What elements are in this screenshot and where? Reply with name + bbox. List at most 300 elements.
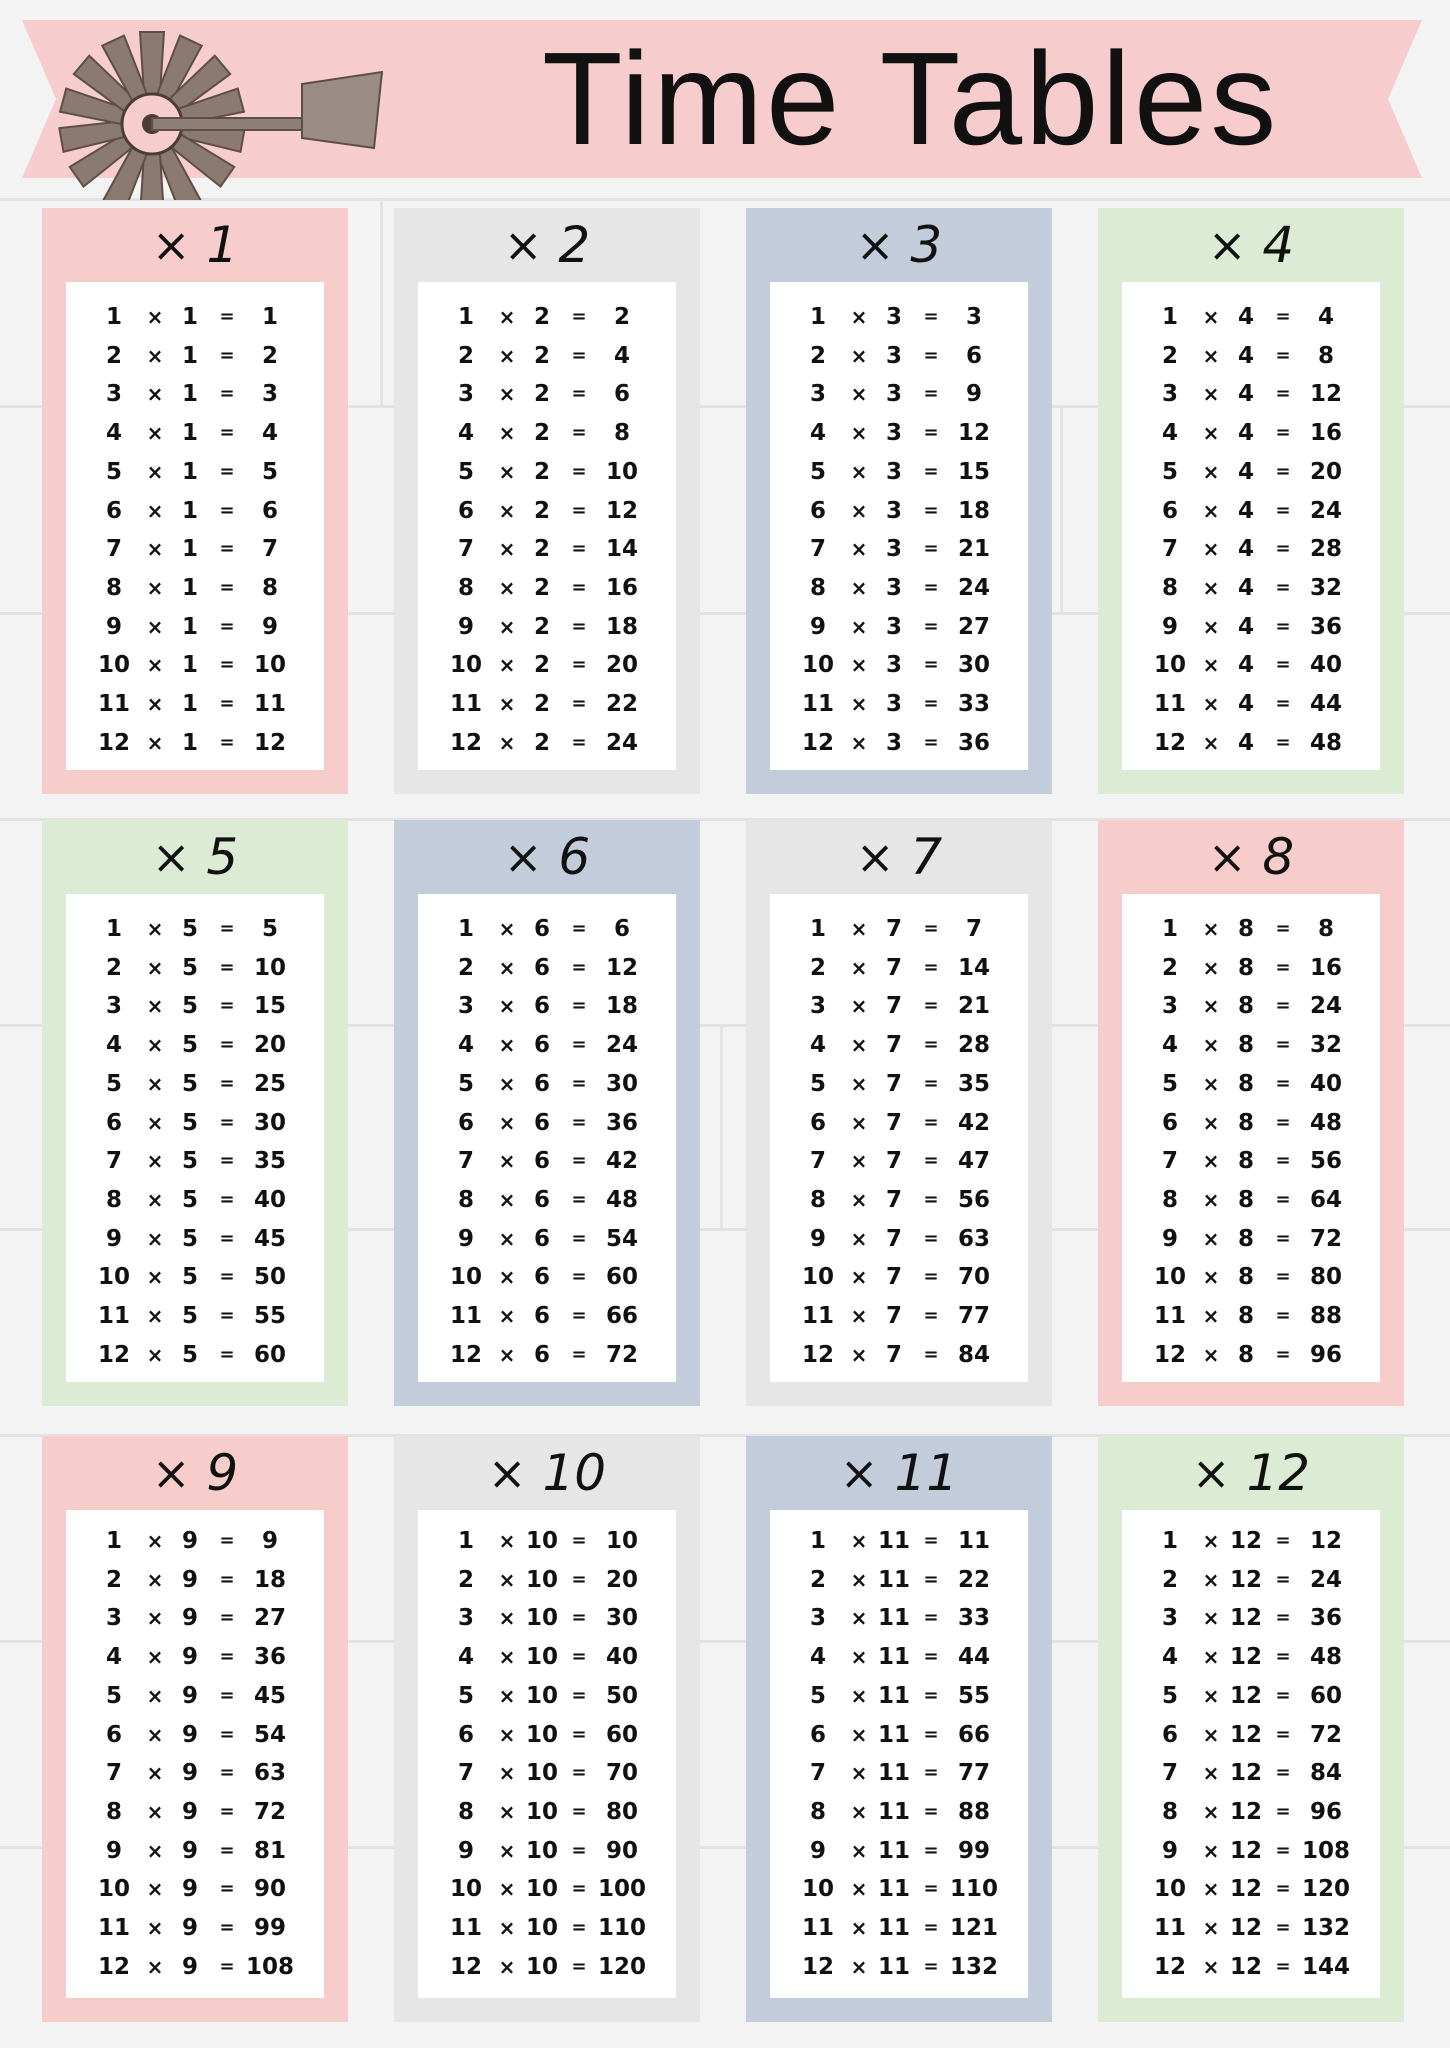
equals-symbol: = [571, 460, 587, 482]
equation-row [66, 414, 324, 452]
multiplicand: 3 [885, 691, 902, 717]
product: 21 [957, 993, 990, 1020]
equals-symbol: = [1275, 1646, 1291, 1668]
equation-row [66, 1142, 324, 1180]
multiplier: 3 [809, 381, 826, 408]
equation-row [66, 569, 324, 607]
times-symbol: × [151, 1446, 191, 1500]
multiplier: 11 [97, 1303, 130, 1329]
equals-symbol: = [219, 1955, 235, 1977]
equals-symbol: = [1275, 422, 1291, 444]
multiplicand: 7 [885, 1225, 902, 1252]
card-header [1098, 208, 1404, 282]
multiplier: 9 [1161, 1225, 1178, 1252]
multiplicand: 1 [181, 536, 198, 563]
multiplier: 5 [809, 458, 826, 485]
times-symbol: × [498, 1226, 516, 1251]
table-number: 11 [894, 1444, 959, 1502]
product: 80 [1309, 1264, 1342, 1291]
multiplicand: 2 [533, 613, 550, 640]
times-table-card-4 [1098, 208, 1404, 794]
equals-symbol: = [571, 1800, 587, 1822]
equation-row [418, 1948, 676, 1986]
equation-row [1122, 1599, 1380, 1637]
product: 24 [1309, 497, 1342, 524]
multiplicand: 7 [885, 1109, 902, 1136]
times-table-card-9 [42, 1436, 348, 2022]
product: 1 [261, 304, 278, 330]
multiplier: 9 [105, 613, 122, 640]
product: 3 [261, 381, 278, 408]
multiplicand: 3 [885, 652, 902, 679]
times-symbol: × [850, 1529, 868, 1553]
product: 40 [605, 1644, 638, 1671]
equation-row [1122, 1832, 1380, 1870]
product: 6 [613, 916, 630, 942]
equals-symbol: = [571, 1530, 587, 1551]
multiplier: 12 [449, 729, 482, 756]
times-symbol: × [850, 1916, 868, 1940]
product: 48 [1309, 1644, 1342, 1671]
times-symbol: × [487, 1446, 527, 1500]
equals-symbol: = [219, 499, 235, 521]
product: 54 [253, 1721, 286, 1748]
multiplicand: 8 [1237, 1264, 1254, 1291]
multiplier: 1 [105, 304, 122, 330]
multiplier: 6 [457, 1109, 474, 1136]
equation-row [1122, 1336, 1380, 1374]
equation-row [66, 1258, 324, 1296]
equation-row [770, 1026, 1028, 1064]
multiplier: 8 [1161, 1186, 1178, 1213]
product: 7 [261, 536, 278, 563]
times-symbol: × [146, 421, 164, 446]
equals-symbol: = [219, 344, 235, 366]
table-number: 1 [206, 216, 239, 274]
product: 20 [605, 652, 638, 679]
multiplier: 5 [105, 458, 122, 485]
equation-row [66, 724, 324, 762]
multiplier: 9 [105, 1837, 122, 1864]
multiplicand: 8 [1237, 993, 1254, 1020]
times-symbol: × [1202, 575, 1220, 600]
equation-row [1122, 1909, 1380, 1947]
equation-row [770, 337, 1028, 375]
product: 60 [1309, 1682, 1342, 1709]
equation-row [1122, 1220, 1380, 1258]
equals-symbol: = [219, 1800, 235, 1822]
product: 100 [597, 1876, 646, 1903]
product: 72 [605, 1341, 638, 1368]
equals-symbol: = [571, 422, 587, 444]
product: 108 [1301, 1837, 1350, 1864]
equation-row [66, 1561, 324, 1599]
product: 2 [261, 342, 278, 369]
multiplicand: 8 [1237, 1070, 1254, 1097]
equals-symbol: = [219, 1111, 235, 1133]
multiplier: 1 [457, 1528, 474, 1554]
equals-symbol: = [219, 1266, 235, 1288]
equation-row [770, 1716, 1028, 1754]
multiplicand: 2 [533, 652, 550, 679]
product: 33 [957, 691, 990, 717]
product: 120 [597, 1953, 646, 1980]
table-number: 12 [1246, 1444, 1311, 1502]
equals-symbol: = [1275, 1305, 1291, 1326]
multiplier: 8 [809, 1798, 826, 1825]
multiplier: 6 [105, 1109, 122, 1136]
product: 11 [957, 1528, 990, 1554]
product: 24 [605, 729, 638, 756]
equals-symbol: = [923, 1878, 939, 1900]
times-table-card-5 [42, 820, 348, 1406]
equation-row [418, 1870, 676, 1908]
product: 8 [1317, 916, 1334, 942]
equation-row [418, 1336, 676, 1374]
multiplier: 9 [809, 1225, 826, 1252]
multiplicand: 6 [533, 1303, 550, 1329]
multiplicand: 10 [525, 1566, 558, 1593]
multiplicand: 10 [525, 1837, 558, 1864]
multiplier: 5 [1161, 1070, 1178, 1097]
product: 30 [605, 1070, 638, 1097]
product: 66 [605, 1303, 638, 1329]
multiplicand: 6 [533, 1070, 550, 1097]
multiplicand: 4 [1237, 536, 1254, 563]
times-symbol: × [850, 1226, 868, 1251]
equation-row [418, 1561, 676, 1599]
equation-row [418, 1599, 676, 1637]
table-number: 10 [542, 1444, 607, 1502]
equation-row [418, 1677, 676, 1715]
times-symbol: × [850, 1110, 868, 1135]
multiplicand: 3 [885, 613, 902, 640]
equation-row [418, 949, 676, 987]
equation-row [418, 1026, 676, 1064]
times-symbol: × [146, 994, 164, 1019]
product: 88 [1309, 1303, 1342, 1329]
multiplicand: 3 [885, 729, 902, 756]
times-symbol: × [850, 498, 868, 523]
equals-symbol: = [571, 538, 587, 560]
multiplier: 12 [801, 1341, 834, 1368]
equation-row [1122, 1870, 1380, 1908]
times-symbol: × [850, 1265, 868, 1290]
times-symbol: × [1202, 421, 1220, 446]
product: 24 [605, 1032, 638, 1059]
product: 32 [1309, 574, 1342, 601]
times-symbol: × [1191, 1446, 1231, 1500]
equation-row [770, 453, 1028, 491]
equation-row [1122, 1793, 1380, 1831]
equation-row [1122, 949, 1380, 987]
product: 47 [957, 1148, 990, 1175]
times-symbol: × [498, 653, 516, 678]
multiplier: 3 [105, 993, 122, 1020]
equals-symbol: = [1275, 383, 1291, 405]
card-body [66, 1510, 324, 1998]
times-symbol: × [850, 692, 868, 716]
times-symbol: × [1202, 1265, 1220, 1290]
equals-symbol: = [1275, 1188, 1291, 1210]
times-symbol: × [146, 1304, 164, 1328]
product: 18 [605, 993, 638, 1020]
equals-symbol: = [571, 1917, 587, 1938]
multiplicand: 5 [181, 1070, 198, 1097]
equation-row [66, 987, 324, 1025]
equals-symbol: = [571, 956, 587, 978]
multiplicand: 5 [181, 1225, 198, 1252]
multiplicand: 1 [181, 574, 198, 601]
equals-symbol: = [1275, 1111, 1291, 1133]
equation-row [770, 1336, 1028, 1374]
equals-symbol: = [1275, 499, 1291, 521]
multiplier: 6 [457, 1721, 474, 1748]
multiplier: 10 [1153, 1264, 1186, 1291]
times-symbol: × [146, 1954, 164, 1979]
multiplier: 7 [809, 536, 826, 563]
equation-row [770, 1909, 1028, 1947]
product: 110 [949, 1876, 998, 1903]
multiplier: 11 [1153, 1915, 1186, 1941]
product: 54 [605, 1225, 638, 1252]
equation-row [770, 724, 1028, 762]
multiplicand: 12 [1229, 1682, 1262, 1709]
product: 4 [1317, 304, 1334, 330]
equation-row [1122, 453, 1380, 491]
equation-row [1122, 492, 1380, 530]
multiplicand: 7 [885, 1032, 902, 1059]
product: 40 [1309, 652, 1342, 679]
equation-row [770, 1677, 1028, 1715]
multiplier: 7 [105, 1148, 122, 1175]
equation-row [418, 1065, 676, 1103]
multiplicand: 3 [885, 497, 902, 524]
product: 12 [605, 497, 638, 524]
multiplier: 8 [105, 574, 122, 601]
multiplicand: 4 [1237, 497, 1254, 524]
equals-symbol: = [219, 1917, 235, 1938]
multiplier: 1 [105, 1528, 122, 1554]
times-symbol: × [1202, 459, 1220, 484]
multiplicand: 6 [533, 916, 550, 942]
multiplier: 10 [449, 652, 482, 679]
times-symbol: × [850, 305, 868, 329]
product: 9 [965, 381, 982, 408]
product: 90 [253, 1876, 286, 1903]
product: 84 [1309, 1760, 1342, 1787]
equals-symbol: = [923, 654, 939, 676]
equals-symbol: = [1275, 1530, 1291, 1551]
equation-row [418, 1258, 676, 1296]
product: 20 [1309, 458, 1342, 485]
equals-symbol: = [219, 1684, 235, 1706]
multiplicand: 5 [181, 1109, 198, 1136]
equation-row [66, 1793, 324, 1831]
multiplier: 1 [105, 916, 122, 942]
equals-symbol: = [219, 1878, 235, 1900]
equals-symbol: = [571, 1878, 587, 1900]
equation-row [770, 1522, 1028, 1560]
product: 48 [1309, 1109, 1342, 1136]
multiplier: 10 [801, 652, 834, 679]
equation-row [418, 685, 676, 723]
card-header [746, 820, 1052, 894]
multiplier: 5 [457, 458, 474, 485]
equals-symbol: = [923, 1646, 939, 1668]
multiplier: 2 [457, 342, 474, 369]
equals-symbol: = [571, 654, 587, 676]
multiplier: 10 [449, 1264, 482, 1291]
multiplier: 2 [809, 1566, 826, 1593]
equation-row [1122, 1142, 1380, 1180]
times-symbol: × [146, 575, 164, 600]
times-symbol: × [850, 1033, 868, 1058]
multiplicand: 8 [1237, 1032, 1254, 1059]
multiplier: 12 [97, 1341, 130, 1368]
times-symbol: × [498, 730, 516, 755]
times-symbol: × [498, 343, 516, 368]
multiplier: 8 [809, 574, 826, 601]
times-symbol: × [850, 1567, 868, 1592]
product: 20 [253, 1032, 286, 1059]
multiplicand: 12 [1229, 1605, 1262, 1632]
equals-symbol: = [571, 1568, 587, 1590]
product: 9 [261, 613, 278, 640]
times-symbol: × [855, 830, 895, 884]
times-table-card-10 [394, 1436, 700, 2022]
times-symbol: × [850, 1187, 868, 1212]
times-symbol: × [850, 1722, 868, 1747]
equals-symbol: = [1275, 731, 1291, 753]
multiplier: 3 [809, 993, 826, 1020]
multiplicand: 5 [181, 993, 198, 1020]
multiplicand: 9 [181, 1760, 198, 1787]
equation-row [418, 414, 676, 452]
multiplicand: 5 [181, 1341, 198, 1368]
equals-symbol: = [219, 1530, 235, 1551]
times-symbol: × [503, 830, 543, 884]
multiplicand: 7 [885, 1186, 902, 1213]
product: 12 [957, 420, 990, 447]
times-symbol: × [1207, 218, 1247, 272]
multiplicand: 6 [533, 993, 550, 1020]
equation-row [418, 1104, 676, 1142]
multiplier: 1 [457, 916, 474, 942]
multiplier: 11 [1153, 1303, 1186, 1329]
equation-row [66, 530, 324, 568]
multiplier: 11 [801, 691, 834, 717]
equation-row [66, 1638, 324, 1676]
equation-row [1122, 1181, 1380, 1219]
multiplier: 9 [457, 1225, 474, 1252]
equation-row [1122, 1948, 1380, 1986]
multiplicand: 2 [533, 458, 550, 485]
equals-symbol: = [219, 1072, 235, 1094]
product: 60 [605, 1721, 638, 1748]
equation-row [770, 1561, 1028, 1599]
product: 45 [253, 1682, 286, 1709]
equation-row [66, 910, 324, 948]
times-symbol: × [146, 1529, 164, 1553]
multiplier: 4 [457, 420, 474, 447]
multiplicand: 10 [525, 1953, 558, 1980]
equals-symbol: = [219, 615, 235, 637]
equals-symbol: = [571, 1343, 587, 1365]
product: 77 [957, 1760, 990, 1787]
equals-symbol: = [923, 1839, 939, 1861]
product: 14 [957, 954, 990, 981]
multiplier: 7 [457, 1760, 474, 1787]
multiplier: 6 [1161, 1721, 1178, 1748]
multiplicand: 4 [1237, 420, 1254, 447]
times-symbol: × [1202, 1071, 1220, 1096]
times-symbol: × [1202, 1187, 1220, 1212]
times-symbol: × [850, 1683, 868, 1708]
equation-row [418, 1793, 676, 1831]
multiplicand: 7 [885, 1341, 902, 1368]
equals-symbol: = [571, 383, 587, 405]
times-symbol: × [498, 1187, 516, 1212]
multiplicand: 7 [885, 954, 902, 981]
product: 11 [253, 691, 286, 717]
multiplier: 3 [1161, 381, 1178, 408]
multiplicand: 12 [1229, 1953, 1262, 1980]
card-header [394, 1436, 700, 1510]
multiplicand: 12 [1229, 1566, 1262, 1593]
multiplier: 6 [1161, 497, 1178, 524]
times-symbol: × [146, 614, 164, 639]
multiplicand: 7 [885, 1070, 902, 1097]
multiplicand: 2 [533, 691, 550, 717]
equals-symbol: = [1275, 1072, 1291, 1094]
equation-row [770, 414, 1028, 452]
equals-symbol: = [571, 1034, 587, 1056]
card-header [1098, 820, 1404, 894]
multiplier: 6 [809, 497, 826, 524]
equation-row [418, 298, 676, 336]
multiplicand: 9 [181, 1721, 198, 1748]
equals-symbol: = [571, 918, 587, 939]
equals-symbol: = [923, 1188, 939, 1210]
equation-row [66, 1522, 324, 1560]
multiplicand: 3 [885, 536, 902, 563]
product: 44 [957, 1644, 990, 1671]
multiplicand: 1 [181, 342, 198, 369]
product: 66 [957, 1721, 990, 1748]
equation-row [66, 1297, 324, 1335]
product: 84 [957, 1341, 990, 1368]
card-header [394, 820, 700, 894]
product: 22 [605, 691, 638, 717]
product: 36 [1309, 613, 1342, 640]
multiplicand: 9 [181, 1644, 198, 1671]
multiplier: 8 [809, 1186, 826, 1213]
times-symbol: × [498, 1683, 516, 1708]
equals-symbol: = [1275, 918, 1291, 939]
equals-symbol: = [1275, 538, 1291, 560]
equals-symbol: = [1275, 1955, 1291, 1977]
product: 56 [1309, 1148, 1342, 1175]
equals-symbol: = [219, 538, 235, 560]
product: 55 [957, 1682, 990, 1709]
equals-symbol: = [219, 460, 235, 482]
times-table-card-12 [1098, 1436, 1404, 2022]
equation-row [1122, 1297, 1380, 1335]
multiplicand: 3 [885, 381, 902, 408]
card-body [418, 1510, 676, 1998]
card-header [42, 820, 348, 894]
